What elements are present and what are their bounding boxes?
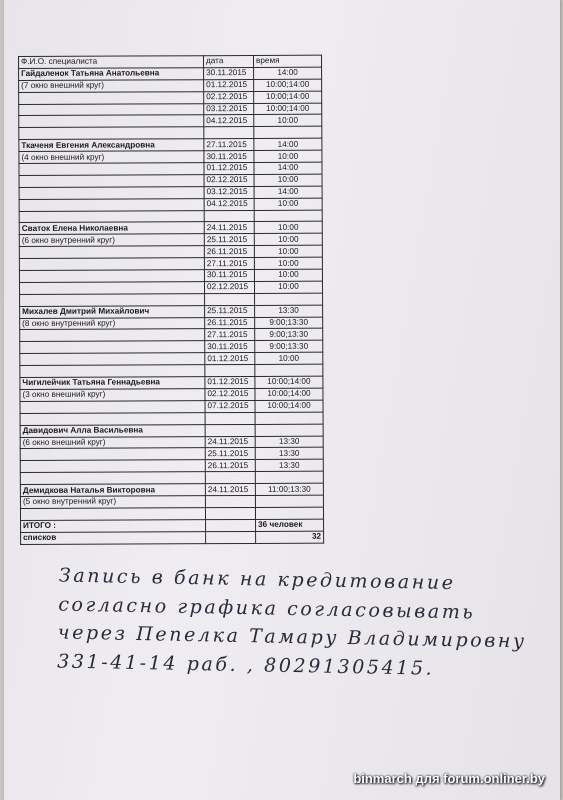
- name-cell: [20, 448, 205, 461]
- date-cell: 04.12.2015: [204, 198, 254, 210]
- time-cell: [254, 210, 322, 222]
- date-cell: 03.12.2015: [204, 186, 254, 198]
- name-cell: [19, 103, 204, 116]
- time-cell: 13:30: [255, 459, 323, 471]
- date-cell: [205, 412, 255, 424]
- time-cell: [255, 471, 323, 483]
- date-cell: 25.11.2015: [204, 234, 254, 246]
- date-cell: 01.12.2015: [204, 79, 254, 91]
- date-cell: [205, 365, 255, 377]
- note-line: Запись в банк на кредитование: [58, 564, 456, 595]
- date-cell: 26.11.2015: [205, 460, 255, 472]
- name-cell: [20, 401, 205, 414]
- name-cell: [19, 282, 204, 295]
- name-cell: (6 окно внутренний круг): [19, 234, 204, 247]
- date-cell: 07.12.2015: [205, 400, 255, 412]
- date-cell: [205, 495, 255, 507]
- name-cell: [19, 186, 204, 199]
- date-cell: [205, 424, 255, 436]
- total-row-empty: [206, 519, 256, 531]
- time-cell: 10:00: [255, 352, 323, 364]
- handwritten-note: [57, 561, 529, 684]
- time-cell: [255, 293, 323, 305]
- name-cell: [19, 246, 204, 259]
- date-cell: 02.12.2015: [204, 91, 254, 103]
- name-cell: (5 окно внутренний круг): [20, 496, 205, 509]
- time-cell: 13:30: [255, 448, 323, 460]
- date-cell: 02.12.2015: [204, 174, 254, 186]
- time-cell: 10:00: [254, 245, 322, 257]
- schedule-table: [18, 55, 324, 545]
- name-cell: [20, 460, 205, 473]
- date-cell: 30.11.2015: [204, 270, 254, 282]
- date-cell: 01.12.2015: [204, 162, 254, 174]
- time-cell: 10:00: [254, 222, 322, 234]
- name-cell: [19, 210, 204, 223]
- time-cell: 14:00: [254, 162, 322, 174]
- time-cell: [255, 424, 323, 436]
- date-cell: 30.11.2015: [204, 67, 254, 79]
- time-cell: 10:00;14:00: [254, 91, 322, 103]
- time-cell: 10:00: [254, 198, 322, 210]
- name-cell: (6 окно внешний круг): [20, 436, 205, 449]
- total-row-value: 36 человек: [256, 519, 324, 531]
- name-cell: [19, 270, 204, 283]
- time-cell: 10:00: [254, 269, 322, 281]
- time-cell: 14:00: [254, 138, 322, 150]
- name-cell: [19, 198, 204, 211]
- name-cell: [20, 341, 205, 354]
- date-cell: 27.11.2015: [205, 329, 255, 341]
- time-cell: [255, 507, 323, 519]
- time-cell: 14:00: [254, 186, 322, 198]
- date-cell: 27.11.2015: [204, 139, 254, 151]
- header-time: время: [253, 55, 321, 67]
- watermark: binmarch для forum.onliner.by: [353, 771, 545, 786]
- document-page: [4, 0, 560, 800]
- name-cell: [19, 91, 204, 104]
- name-cell: [19, 258, 204, 271]
- name-cell: [20, 472, 205, 485]
- name-cell: (4 окно внешний круг): [19, 151, 204, 164]
- time-cell: [254, 127, 322, 139]
- schedule-sheet: [18, 55, 336, 545]
- date-cell: [205, 472, 255, 484]
- name-cell: Чигилейчик Татьяна Геннадьевна: [20, 377, 205, 390]
- note-line: через Пепелка Тамару Владимировну: [57, 621, 527, 653]
- date-cell: 30.11.2015: [205, 341, 255, 353]
- time-cell: [255, 495, 323, 507]
- lists-row-value: 32: [256, 531, 324, 543]
- date-cell: 25.11.2015: [205, 448, 255, 460]
- time-cell: 9:00;13:30: [255, 317, 323, 329]
- name-cell: Михалев Дмитрий Михайлович: [20, 305, 205, 318]
- name-cell: [19, 175, 204, 188]
- time-cell: 13:30: [255, 436, 323, 448]
- time-cell: 10:00;14:00: [255, 400, 323, 412]
- date-cell: 01.12.2015: [205, 377, 255, 389]
- time-cell: [255, 412, 323, 424]
- name-cell: Демидкова Наталья Викторовна: [20, 484, 205, 497]
- note-line: согласно графика согласовывать: [58, 592, 476, 623]
- date-cell: 02.12.2015: [204, 281, 254, 293]
- date-cell: [204, 210, 254, 222]
- header-date: дата: [204, 55, 254, 67]
- name-cell: (7 окно внешний круг): [19, 79, 204, 92]
- time-cell: 10:00: [254, 174, 322, 186]
- time-cell: 11:00;13:30: [255, 483, 323, 495]
- date-cell: 30.11.2015: [204, 151, 254, 163]
- header-name: Ф.И.О. специалиста: [19, 56, 204, 69]
- name-cell: [20, 329, 205, 342]
- name-cell: [20, 294, 205, 307]
- time-cell: 10:00: [254, 234, 322, 246]
- date-cell: 26.11.2015: [204, 246, 254, 258]
- name-cell: [19, 127, 204, 140]
- date-cell: 24.11.2015: [204, 222, 254, 234]
- name-cell: Гайдаленок Татьяна Анатольевна: [19, 68, 204, 81]
- time-cell: 13:30: [255, 305, 323, 317]
- date-cell: [205, 293, 255, 305]
- time-cell: 10:00;14:00: [255, 388, 323, 400]
- name-cell: (3 окно внешний круг): [20, 389, 205, 402]
- date-cell: 03.12.2015: [204, 103, 254, 115]
- lists-row: [21, 531, 324, 544]
- time-cell: 14:00: [254, 67, 322, 79]
- date-cell: 24.11.2015: [205, 484, 255, 496]
- name-cell: [20, 412, 205, 425]
- time-cell: 10:00: [254, 115, 322, 127]
- date-cell: 01.12.2015: [205, 353, 255, 365]
- time-cell: 10:00;14:00: [254, 103, 322, 115]
- date-cell: 27.11.2015: [204, 258, 254, 270]
- lists-row-empty: [206, 531, 256, 543]
- name-cell: Давидович Алла Васильевна: [20, 424, 205, 437]
- time-cell: 10:00;14:00: [255, 376, 323, 388]
- date-cell: 26.11.2015: [205, 317, 255, 329]
- lists-row-label: списков: [21, 531, 206, 544]
- date-cell: 24.11.2015: [205, 436, 255, 448]
- name-cell: [19, 163, 204, 176]
- time-cell: 10:00: [254, 257, 322, 269]
- date-cell: [204, 127, 254, 139]
- time-cell: 10:00: [254, 150, 322, 162]
- name-cell: [19, 115, 204, 128]
- time-cell: 9:00;13:30: [255, 329, 323, 341]
- time-cell: [255, 364, 323, 376]
- name-cell: [20, 365, 205, 378]
- date-cell: 25.11.2015: [205, 305, 255, 317]
- total-row-label: ИТОГО :: [21, 519, 206, 532]
- note-line: 331-41-14 раб. , 80291305415.: [57, 649, 435, 680]
- name-cell: Сваток Елена Николаевна: [19, 222, 204, 235]
- date-cell: 04.12.2015: [204, 115, 254, 127]
- time-cell: 9:00;13:30: [255, 341, 323, 353]
- name-cell: (8 окно внутренний круг): [20, 317, 205, 330]
- time-cell: 10:00;14:00: [254, 79, 322, 91]
- name-cell: Ткаченя Евгения Александровна: [19, 139, 204, 152]
- time-cell: 10:00: [254, 281, 322, 293]
- date-cell: [205, 507, 255, 519]
- date-cell: 02.12.2015: [205, 388, 255, 400]
- name-cell: [20, 353, 205, 366]
- name-cell: [20, 508, 205, 521]
